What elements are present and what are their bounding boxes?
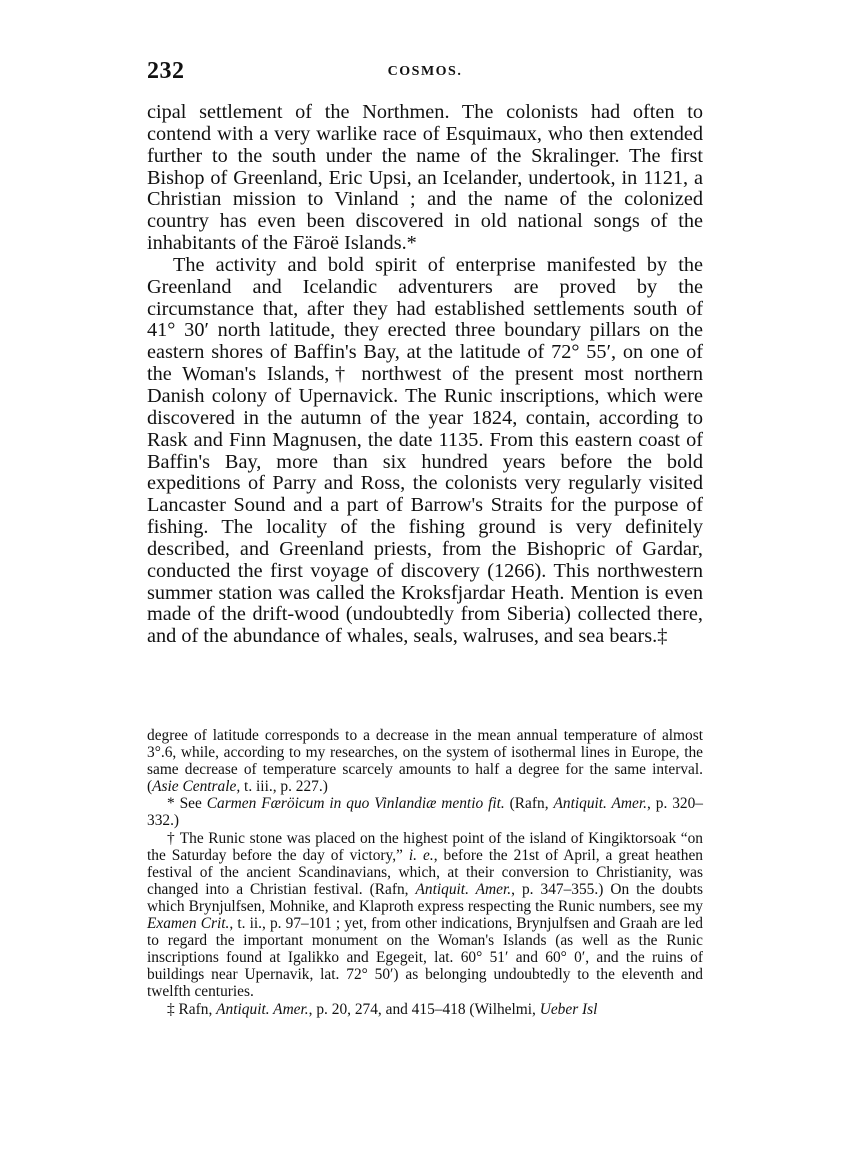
footnote-text: , t. ii., p. 97–101 ; yet, from other indications, Brynjulfsen and Graah are led to regard the important monument on the Woman's Islands (as well as the Runic inscriptions found at Igalikko and Egegeit, lat. 60° 51′ and 60° 0′, and the ruins of buildings near Upernavik, lat. 72° 50′) as belonging undoubtedly to the eleventh and twelfth centuries. — [147, 915, 703, 1001]
main-text — [147, 102, 703, 648]
footnote-text: ‡ Rafn, — [167, 1000, 217, 1018]
footnote-citation: Antiquit. Amer. — [216, 1000, 309, 1018]
page-number: 232 — [147, 58, 185, 84]
footnote-text: degree of latitude corresponds to a decrease in the mean annual temperature of almost 3°.6, while, according to my researches, on the system of isothermal lines in Europe, the same decrease of temperature scarcely amounts to half a degree for the same interval. ( — [147, 727, 703, 796]
footnote-dagger — [147, 830, 703, 1001]
footnote-text: , p. 20, 274, and 415–418 (Wilhelmi, — [308, 1000, 540, 1018]
footnote-text: † The Runic stone was placed on the highest point of the island of Kingiktorsoak “on the Saturday before the day of victory,” — [147, 829, 703, 864]
footnote-double-dagger — [147, 1001, 703, 1018]
footnote-star — [147, 795, 703, 829]
paragraph-2: The activity and bold spirit of enterprise manifested by the Greenland and Icelandic adventurers are proved by the circumstance that, after they had established settlements south of 41° 30′ north latitude, they erected three boundary pillars on the eastern shores of Baffin's Bay, at the latitude of 72° 55′, on one of the Woman's Islands,† northwest of the present most northern Danish colony of Upernavick. The Runic inscriptions, which were discovered in the autumn of the year 1824, contain, according to Rask and Finn Magnusen, the date 1135. From this eastern coast of Baffin's Bay, more than six hundred years before the bold expeditions of Parry and Ross, the colonists very regularly visited Lancaster Sound and a part of Barrow's Straits for the purpose of fishing. The locality of the fishing ground is very definitely described, and Greenland priests, from the Bishopric of Gardar, conducted the first voyage of discovery (1266). This northwestern summer station was called the Kroksfjardar Heath. Mention is even made of the drift-wood (undoubtedly from Siberia) collected there, and of the abundance of whales, seals, walruses, and sea bears.‡ — [147, 253, 703, 648]
footnote-citation: Examen Crit. — [147, 915, 230, 933]
footnote-citation: Ueber Isl — [539, 1000, 598, 1018]
footnote-citation: Antiquit. Amer. — [553, 795, 648, 813]
footnotes — [147, 727, 703, 1018]
footnote-continuation — [147, 727, 703, 795]
footnote-text: , p. 320–332.) — [147, 795, 703, 830]
footnote-text: t. iii., p. 227.) — [240, 778, 328, 796]
footnote-citation: Asie Centrale, — [152, 778, 241, 796]
footnote-text: (Rafn, — [504, 795, 554, 813]
footnote-text: , p. 347–355.) On the doubts which Brynjulfsen, Mohnike, and Klaproth express respecting the Runic numbers, see my — [147, 880, 703, 915]
footnote-citation: Carmen Færöicum in quo Vinlandiæ mentio fit. — [206, 795, 505, 813]
paragraph-1: cipal settlement of the Northmen. The colonists had often to contend with a very warlike race of Esquimaux, who then extended further to the south under the name of the Skralinger. The first Bishop of Greenland, Eric Upsi, an Icelander, undertook, in 1121, a Christian mission to Vinland ; and the name of the colonized country has even been discovered in old national songs of the inhabitants of the Färoë Islands.* — [147, 101, 703, 255]
footnote-text: , before the 21st of April, a great heathen festival of the ancient Scandinavians, which, at their conversion to Christianity, was changed into a Christian festival. (Rafn, — [147, 846, 703, 898]
footnote-text: * See — [167, 795, 207, 813]
footnote-citation: i. e. — [408, 846, 434, 864]
footnote-citation: Antiquit. Amer. — [415, 880, 512, 898]
running-head: COSMOS. — [387, 64, 463, 79]
page-header — [147, 58, 703, 88]
